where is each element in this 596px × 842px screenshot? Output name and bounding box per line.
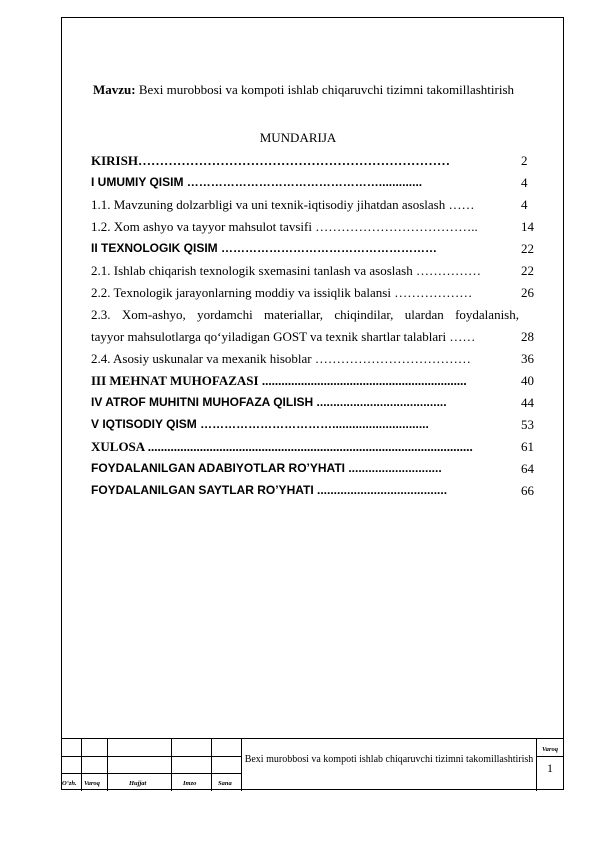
col-label: Varoq	[84, 780, 100, 787]
toc-row: FOYDALANILGAN SAYTLAR RO’YHATI ....................................... 66	[91, 482, 541, 504]
toc-row: tayyor mahsulotlarga qo‘yiladigan GOST va texnik shartlar talablari …… 28	[91, 328, 541, 350]
toc-page: 64	[521, 461, 534, 476]
divider	[61, 756, 241, 757]
toc-page: 28	[521, 329, 534, 344]
toc-row: 2.2. Texnologik jarayonlarning moddiy va issiqlik balansi ……………… 26	[91, 284, 541, 306]
divider	[81, 739, 82, 791]
toc-page: 14	[521, 219, 534, 234]
divider	[211, 739, 212, 791]
toc-row: II TEXNOLOGIK QISIM ……………………………………………… 22	[91, 240, 541, 262]
divider	[61, 773, 241, 774]
toc-row: IV ATROF MUHITNI MUHOFAZA QILISH ....................................... 44	[91, 394, 541, 416]
col-label: Sana	[218, 780, 232, 787]
toc-row: 2.3. Xom-ashyo, yordamchi materiallar, chiqindilar, ulardan foydalanish,	[91, 307, 519, 322]
toc-row: III MEHNAT MUHOFAZASI ............................................................... 40	[91, 372, 541, 394]
toc-page: 22	[521, 241, 534, 256]
col-label: Imzo	[183, 780, 197, 787]
toc-row: KIRISH……………………………………………………………… 2	[91, 152, 541, 174]
divider	[536, 756, 564, 757]
toc-page: 66	[521, 483, 534, 498]
toc-page: 61	[521, 439, 534, 454]
toc-row: 1.2. Xom ashyo va tayyor mahsulot tavsifi ……………………………….. 14	[91, 218, 541, 240]
topic-line	[93, 82, 514, 98]
divider	[107, 739, 108, 791]
toc-page: 26	[521, 285, 534, 300]
stamp-title: Bexi murobbosi va kompoti ishlab chiqaruvchi tizimni takomillashtirish	[244, 754, 534, 765]
toc-row: V IQTISODIY QISM ……………………………............................. 53	[91, 416, 541, 438]
toc-row: 2.1. Ishlab chiqarish texnologik sxemasini tanlash va asoslash …………… 22	[91, 262, 541, 284]
toc-page: 40	[521, 373, 534, 388]
topic-label: Mavzu:	[93, 82, 136, 97]
col-label: Hujjat	[129, 780, 147, 787]
topic-text: Bexi murobbosi va kompoti ishlab chiqaruvchi tizimni takomillashtirish	[135, 82, 515, 97]
table-of-contents	[91, 152, 541, 504]
sheet-number: 1	[547, 761, 553, 775]
toc-row: 2.4. Asosiy uskunalar va mexanik hisoblar ……………………………… 36	[91, 350, 541, 372]
toc-row: I UMUMIY QISIM …………………………………………............. 4	[91, 174, 541, 196]
toc-page: 4	[521, 197, 528, 212]
toc-row: 1.1. Mavzuning dolzarbligi va uni texnik-iqtisodiy jihatdan asoslash …… 4	[91, 196, 541, 218]
toc-row: XULOSA .................................................................................................... 61	[91, 438, 541, 460]
title-block	[61, 738, 564, 790]
toc-page: 44	[521, 395, 534, 410]
toc-page: 4	[521, 175, 528, 190]
toc-row: FOYDALANILGAN ADABIYOTLAR RO’YHATI ............................ 64	[91, 460, 541, 482]
toc-heading: MUNDARIJA	[259, 130, 337, 145]
toc-page: 2	[521, 153, 528, 168]
toc-page: 53	[521, 417, 534, 432]
divider	[171, 739, 172, 791]
toc-page: 22	[521, 263, 534, 278]
col-label: O‘zh.	[62, 780, 77, 787]
toc-page: 36	[521, 351, 534, 366]
sheet-label: Varoq	[542, 746, 558, 753]
